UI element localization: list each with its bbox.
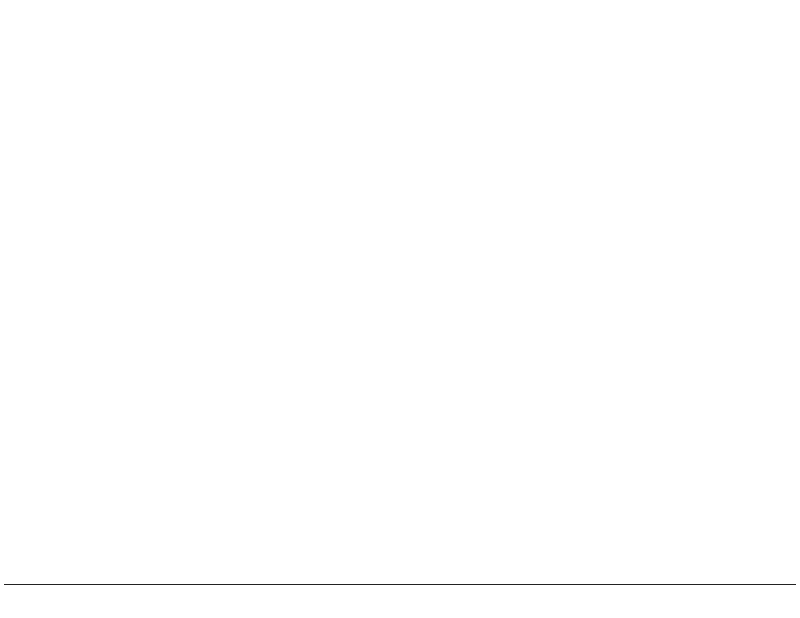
footer-divider xyxy=(4,584,796,585)
